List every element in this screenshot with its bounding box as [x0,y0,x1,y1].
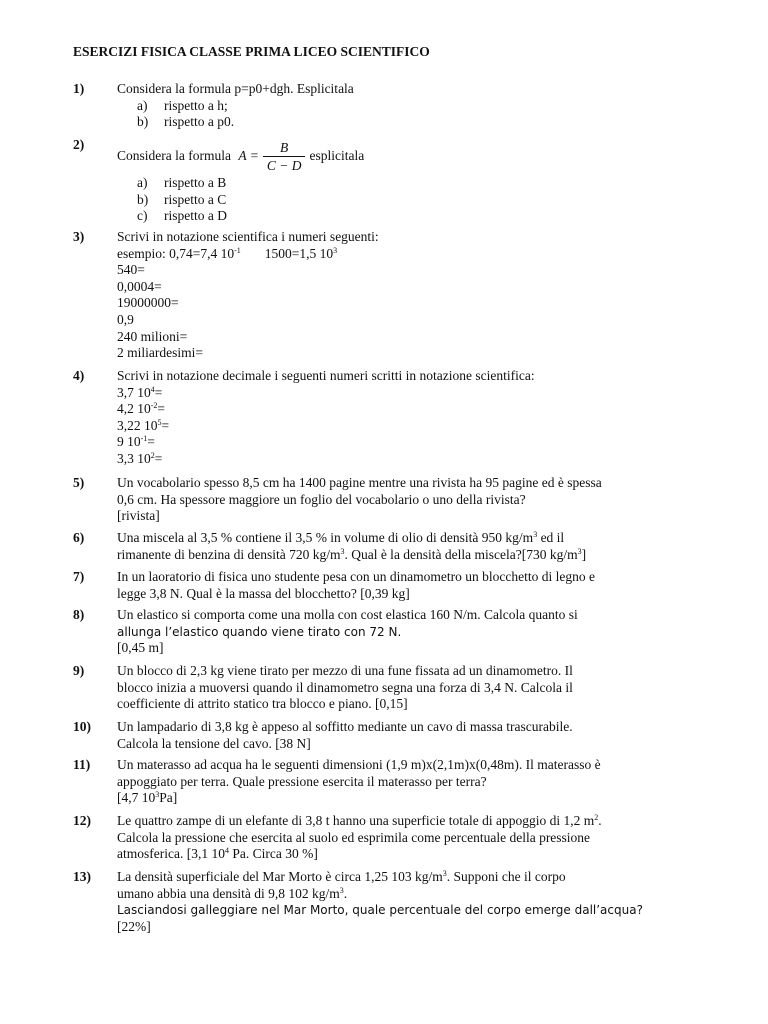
exercise-body [117,757,677,807]
formula-fraction: $\frac{B}{C - D}$ [263,139,306,174]
exercise-number: 10) [73,719,91,734]
exercise-text: Scrivi in notazione decimale i seguenti numeri scritti in notazione scientifica: [117,368,535,383]
exercise-subitem: b) rispetto a C [137,191,227,207]
exercise-body [117,530,677,563]
exercise-body [117,607,677,657]
answer-line: 540= [117,262,145,278]
exercise-text: allunga l’elastico quando viene tirato con 72 N. [117,624,402,639]
exercise-text: Lasciandosi galleggiare nel Mar Morto, quale percentuale del corpo emerge dall’acqua? [117,903,643,918]
exercise-text: La densità superficiale del Mar Morto è circa 1,25 103 $kg/m^3$. Supponi che il corpo [117,869,566,884]
exercise-body [117,368,677,468]
answer-line: 2 miliardesimi= [117,345,203,361]
exercise-subitem: a) rispetto a h; [137,97,228,113]
exercise-text: Una miscela al 3,5 % contiene il 3,5 % in volume di olio di densità 950 $kg/m^3$ ed il [117,530,565,545]
exercise-number: 4) [73,368,85,383]
exercise-text: Le quattro zampe di un elefante di 3,8 t hanno una superficie totale di appoggio di 1,2 $m^2$. [117,813,602,828]
exercise-text: blocco inizia a muoversi quando il dinamometro segna una forza di 3,4 N. Calcola il [117,679,573,695]
exercise-text: In un laoratorio di fisica uno studente pesa con un dinamometro un blocchetto di legno e [117,569,595,584]
answer-line: 4,2 $10^{-2}=$ [117,401,166,417]
formula-lhs: A = [238,148,259,163]
exercise-text: Un materasso ad acqua ha le seguenti dimensioni (1,9 m)x(2,1m)x(0,48m). Il materasso è [117,757,601,772]
answer-line: 240 milioni= [117,328,188,344]
exercise-subitem: c) rispetto a D [137,208,227,224]
answer-line: 19000000= [117,295,179,311]
exercise-text: Scrivi in notazione scientifica i numeri seguenti: [117,229,379,244]
exercise-number: 12) [73,813,91,828]
formula-line: Considera la formula A = $\frac{B}{C - D}$ esplicitala [117,140,365,174]
exercise-text: Un elastico si comporta come una molla con cost elastica 160 N/m. Calcola quanto si [117,607,578,622]
answer-line: 3,3 $10^2=$ [117,450,163,466]
document-title: ESERCIZI FISICA CLASSE PRIMA LICEO SCIENTIFICO [73,44,430,59]
answer-line: 0,0004= [117,278,162,294]
exercise-text: Un vocabolario spesso 8,5 cm ha 1400 pagine mentre una rivista ha 95 pagine ed è spessa [117,475,602,490]
exercise-text: rimanente di benzina di densità 720 $kg/m^3$. Qual è la densità della miscela?[730 $kg/m^3$] [117,546,587,562]
exercise-body [117,569,677,602]
exercise-number: 13) [73,869,91,884]
exercise-number: 5) [73,475,85,490]
exercise-number: 9) [73,663,85,678]
exercise-body [117,813,677,863]
exercise-text: atmosferica. [3,1 $10^4$ Pa. Circa 30 %] [117,846,318,862]
exercise-text: Considera la formula p=p0+dgh. Esplicitala [117,81,354,96]
exercise-answer: [4,7 $10^3Pa$] [117,790,178,806]
exercise-body [117,869,677,935]
exercise-answer: [0,45 m] [117,640,164,656]
answer-line: 3,7 $10^4=$ [117,384,163,400]
answer-line: 0,9 [117,311,134,327]
exercise-number: 3) [73,229,85,244]
example-line: esempio: 0,74=7,4 $10^{-1}$ 1500=1,5 $10^3$ [117,245,338,261]
exercise-text: Calcola la pressione che esercita al suolo ed esprimila come percentuale della pressione [117,829,591,845]
exercise-answer: [22%] [117,918,151,934]
exercise-text: Un blocco di 2,3 kg viene tirato per mezzo di una fune fissata ad un dinamometro. Il [117,663,573,678]
exercise-answer: [rivista] [117,508,160,524]
exercise-number: 2) [73,137,85,152]
exercise-body [117,719,677,752]
exercise-number: 7) [73,569,85,584]
exercise-text: umano abbia una densità di 9,8 102 $kg/m^3$. [117,885,348,901]
exercise-text: coefficiente di attrito statico tra blocco e piano. [0,15] [117,696,408,712]
exercise-body [117,663,677,713]
exercise-text: Calcola la tensione del cavo. [38 N] [117,735,311,751]
exercise-number: 8) [73,607,85,622]
exercise-subitem: b) rispetto a p0. [137,114,235,130]
exercise-subitem: a) rispetto a B [137,175,227,190]
exercise-text: appoggiato per terra. Quale pressione esercita il materasso per terra? [117,773,487,789]
answer-line: 9 $10^{-1}=$ [117,434,155,450]
exercise-number: 1) [73,81,85,96]
exercise-body [117,229,677,362]
exercise-number: 6) [73,530,85,545]
exercise-text: legge 3,8 N. Qual è la massa del blocchetto? [0,39 kg] [117,585,410,601]
answer-line: 3,22 $10^5=$ [117,417,170,433]
exercise-body [117,475,677,525]
exercise-text: Un lampadario di 3,8 kg è appeso al soffitto mediante un cavo di massa trascurabile. [117,719,573,734]
exercise-text: 0,6 cm. Ha spessore maggiore un foglio del vocabolario o uno della rivista? [117,491,526,507]
exercise-body [117,81,677,131]
exercise-body [117,137,677,225]
exercise-number: 11) [73,757,91,772]
